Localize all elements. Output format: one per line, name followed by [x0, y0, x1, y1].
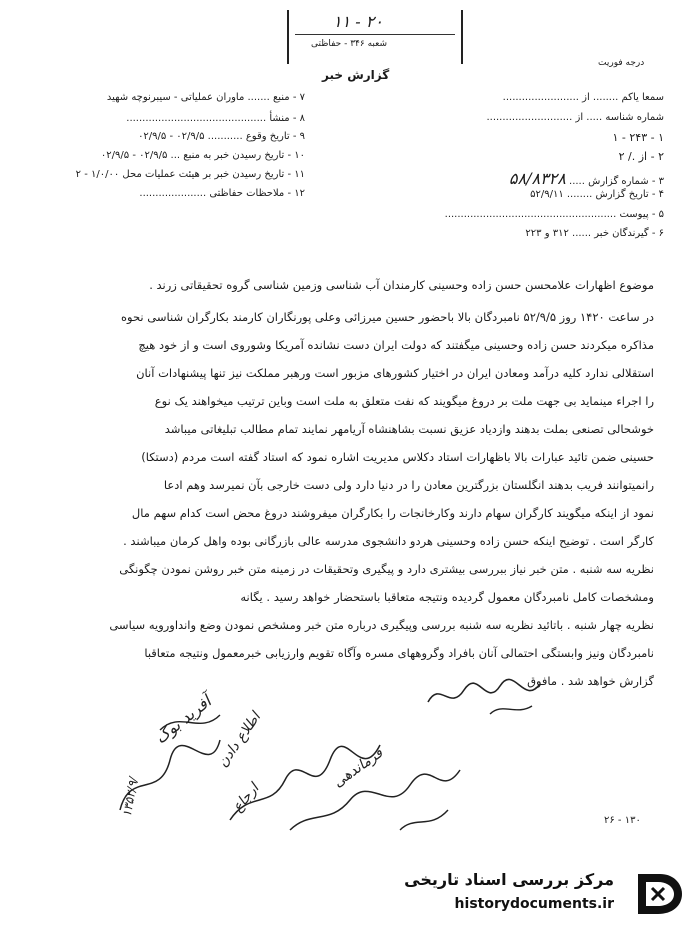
- body-line: رانمیتوانند فریب بدهند انگلستان بزرگترین معادن را در دنیا دارد ولی دست خارجی بآن نمیرسد وهم ادعا: [163, 478, 654, 492]
- stamp-divider: [295, 34, 455, 35]
- right-field-row: ۲ - از ./ ۲: [618, 150, 664, 163]
- handwritten-note: ارجاع: [229, 780, 263, 816]
- header-stamp-box: [287, 10, 463, 64]
- body-line: مذاکره میکردند حسن زاده وحسینی میگفتند که دولت ایران دست نشانده آمریکا وشوروی است و از خود هیچ: [138, 338, 654, 352]
- handwritten-note: اطلاع دادن: [214, 709, 264, 771]
- page-reference: ۲۶ - ۱۳۰: [604, 815, 641, 826]
- body-line: ومشخصات کامل نامبردگان معمول گردیده ونتیجه متعاقبا باستحضار خواهد رسید . یگانه: [240, 590, 654, 604]
- left-field-row: ۸ - منشأ ............................................: [126, 113, 305, 124]
- right-field-row: ۱ - ۲۴۳ - ۱: [612, 131, 664, 144]
- right-field-row: شماره شناسه ..... از ...........................: [486, 112, 664, 123]
- left-field-row: ۱۰ - تاریخ رسیدن خبر به منبع ... ۰۲/۹/۵ - ۰۲/۹/۵: [100, 150, 305, 161]
- stamp-code: ۱۱ - ۲۰: [333, 12, 383, 31]
- body-line: استقلالی ندارد کلیه درآمد ومعادن ایران در اختیار کشورهای مزبور است ورهبر مملکت نیز تنها پیشنهادات آنان: [136, 366, 654, 380]
- report-title: گزارش خبر: [322, 68, 390, 82]
- right-field-row: ۶ - گیرندگان خبر ...... ۳۱۲ و ۲۲۳: [525, 228, 664, 239]
- handwritten-note: فرماندهی: [330, 745, 386, 791]
- stamp-subtitle: شعبه ۳۴۶ - حفاظتی: [311, 39, 388, 49]
- archive-watermark: [404, 868, 690, 920]
- body-line: نظریه چهار شنبه . باتائید نظریه سه شنبه بررسی وپیگیری درباره متن خبر ومشخص نمودن وضع وانداورویه سیاسی: [109, 618, 654, 632]
- handwritten-note: آفرید بوک: [151, 691, 215, 748]
- body-line: خوشحالی تصنعی بملت بدهند وازدیاد عزیق نسبت بشاهنشاه آریامهر نمایند تمام مطالب تبلیغاتی میباشد: [164, 422, 654, 436]
- body-line: را اجراء مینماید بی جهت ملت بر دروغ میگویند که نفت متعلق به ملت است وباین ترتیب میخواهند یک نوع: [154, 394, 654, 408]
- left-field-row: ۱۱ - تاریخ رسیدن خبر بر هیئت عملیات محل ۱/۰/۰۰ - ۲: [75, 169, 305, 180]
- left-field-row: ۷ - منبع ....... ماوران عملیاتی - سیبرنوچه شهید: [106, 92, 305, 103]
- right-field-row: ۳ - شماره گزارش ..... ۵۸/۸۳۲۸: [508, 169, 664, 188]
- body-line: گزارش خواهد شد . مافوق: [527, 674, 654, 688]
- handwritten-note: ۱۳۵۲/۹/: [119, 775, 141, 819]
- handwritten-scribbles: [100, 690, 480, 840]
- body-line: نظریه سه شنبه . متن خبر نیاز ببررسی بیشتری دارد و پیگیری وتحقیقات در زمینه متن خبر روشن نمودن چگونگی: [119, 562, 654, 576]
- right-field-row: سمعا یاکم ........ از ........................: [502, 92, 664, 103]
- left-field-row: ۹ - تاریخ وقوع ........... ۰۲/۹/۵ - ۰۲/۹/۵: [138, 131, 305, 142]
- body-line: در ساعت ۱۴۲۰ روز ۵۲/۹/۵ نامبردگان بالا باحضور حسین میرزائی وعلی پورنگاران کارمند بکارگران شناسی نحوه: [121, 310, 654, 324]
- right-field-row: ۴ - تاریخ گزارش ........ ۵۲/۹/۱۱: [530, 189, 664, 200]
- archive-logo-icon: [630, 870, 686, 918]
- subject-line: موضوع اظهارات علامحسن حسن زاده وحسینی کارمندان آب شناسی وزمین شناسی گروه تحقیقاتی زرند .: [149, 278, 654, 292]
- body-line: نامبردگان ونیز وابستگی احتمالی آنان بافراد وگروههای مسره وآگاه تقویم وارزیابی خبرمعمول ونتیجه متعاقبا: [144, 646, 654, 660]
- watermark-title: مرکز بررسی اسناد تاریخی: [404, 870, 614, 889]
- classification-label: درجه فوریت: [598, 58, 645, 68]
- left-field-row: ۱۲ - ملاحظات حفاظتی .....................: [139, 188, 305, 199]
- body-line: نمود از اینکه میگویند کارگران سهام دارند وکارخانجات را بکارگران میفروشند دروغ محض است کدام سهم مال: [131, 506, 654, 520]
- right-field-row: ۵ - پیوست ......................................................: [444, 209, 664, 220]
- body-line: کارگر است . توضیح اینکه حسن زاده وحسینی هردو دانشجوی مدرسه عالی بازرگانی بوده واهل کرمان میباشند .: [123, 534, 654, 548]
- body-line: حسینی ضمن تائید عبارات بالا باظهارات استاد دکلاس مدیریت اشاره نمود که استاد گفته است مردم (دستکا): [141, 450, 654, 464]
- watermark-url: historydocuments.ir: [454, 896, 614, 912]
